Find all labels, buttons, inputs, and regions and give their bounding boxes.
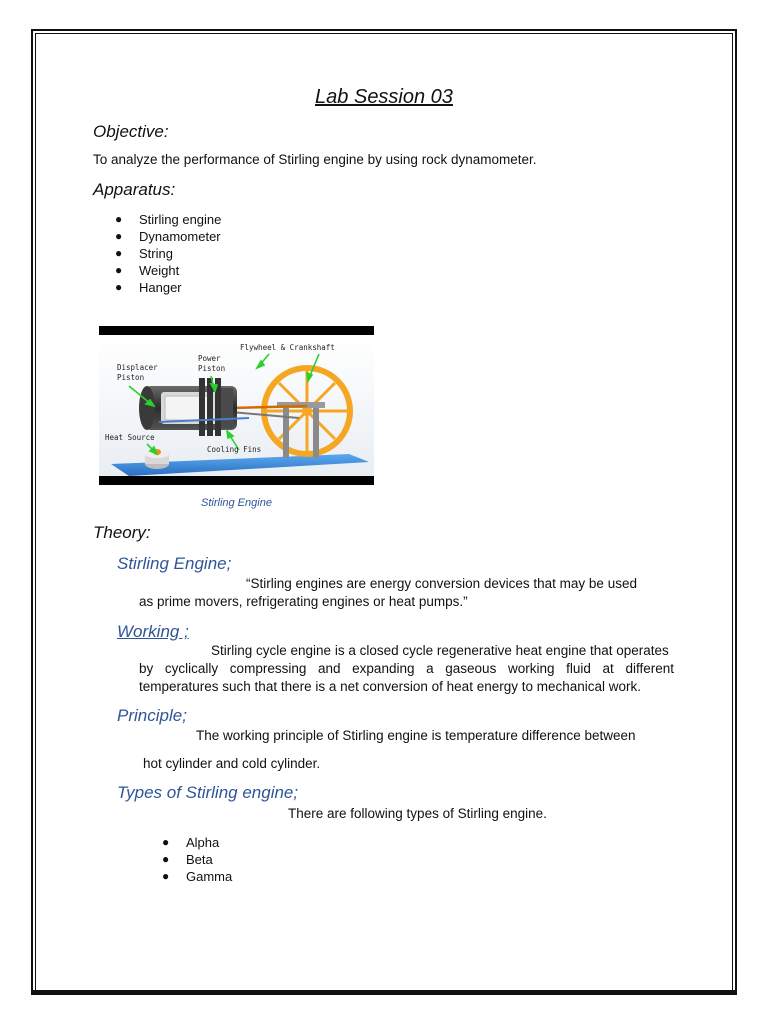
bullet-icon: ● (115, 229, 123, 243)
label-flywheel: Flywheel & Crankshaft (240, 343, 335, 352)
bullet-icon: ● (115, 280, 123, 294)
bullet-icon: ● (115, 212, 123, 226)
bullet-icon: ● (162, 835, 170, 849)
list-item: ● Hanger (115, 280, 182, 295)
bullet-icon: ● (115, 246, 123, 260)
label-cooling-fins: Cooling Fins (207, 445, 262, 454)
list-item: ● Weight (115, 263, 180, 278)
list-item: ● Alpha (162, 835, 220, 850)
stirling-line-2: as prime movers, refrigerating engines or heat pumps.” (139, 594, 468, 609)
principle-line-2: hot cylinder and cold cylinder. (143, 756, 321, 771)
working-line-1: Stirling cycle engine is a closed cycle regenerative heat engine that operates (211, 643, 669, 658)
label-displacer: Displacer (117, 363, 158, 372)
list-item: ● Stirling engine (115, 212, 222, 227)
theory-heading: Theory: (93, 523, 151, 542)
apparatus-heading: Apparatus: (93, 180, 176, 199)
label-displacer-2: Piston (117, 373, 145, 382)
objective-text: To analyze the performance of Stirling engine by using rock dynamometer. (93, 152, 537, 167)
list-item: ● String (115, 246, 173, 261)
flywheel-icon (264, 368, 350, 454)
apparatus-list (115, 211, 222, 296)
list-item: ● Gamma (162, 869, 233, 884)
bullet-icon: ● (162, 852, 170, 866)
principle-heading: Principle; (117, 706, 187, 725)
objective-heading: Objective: (93, 122, 169, 141)
label-power-piston: Power (198, 354, 221, 363)
types-intro: There are following types of Stirling engine. (288, 806, 547, 821)
stirling-heading: Stirling Engine; (117, 554, 232, 573)
list-item: ● Beta (162, 852, 213, 867)
label-power-piston-2: Piston (198, 364, 226, 373)
stirling-engine-figure (99, 326, 374, 485)
working-heading: Working ; (117, 622, 189, 641)
working-line-2: by cyclically compressing and expanding a gaseous working fluid at different (139, 661, 674, 676)
types-list (162, 834, 233, 885)
list-item: ● Dynamometer (115, 229, 221, 244)
types-heading: Types of Stirling engine; (117, 783, 299, 802)
page-border-bottom (31, 990, 737, 995)
stirling-line-1: “Stirling engines are energy conversion devices that may be used (246, 576, 637, 591)
page-border-inner (35, 33, 733, 991)
label-heat-source: Heat Source (105, 433, 155, 442)
stirling-engine-diagram (99, 326, 374, 485)
bullet-icon: ● (115, 263, 123, 277)
page-title: Lab Session 03 (315, 86, 453, 108)
principle-line-1: The working principle of Stirling engine is temperature difference between (196, 728, 636, 743)
working-line-3: temperatures such that there is a net conversion of heat energy to mechanical work. (139, 679, 642, 694)
figure-caption: Stirling Engine (201, 497, 272, 509)
bullet-icon: ● (162, 869, 170, 883)
